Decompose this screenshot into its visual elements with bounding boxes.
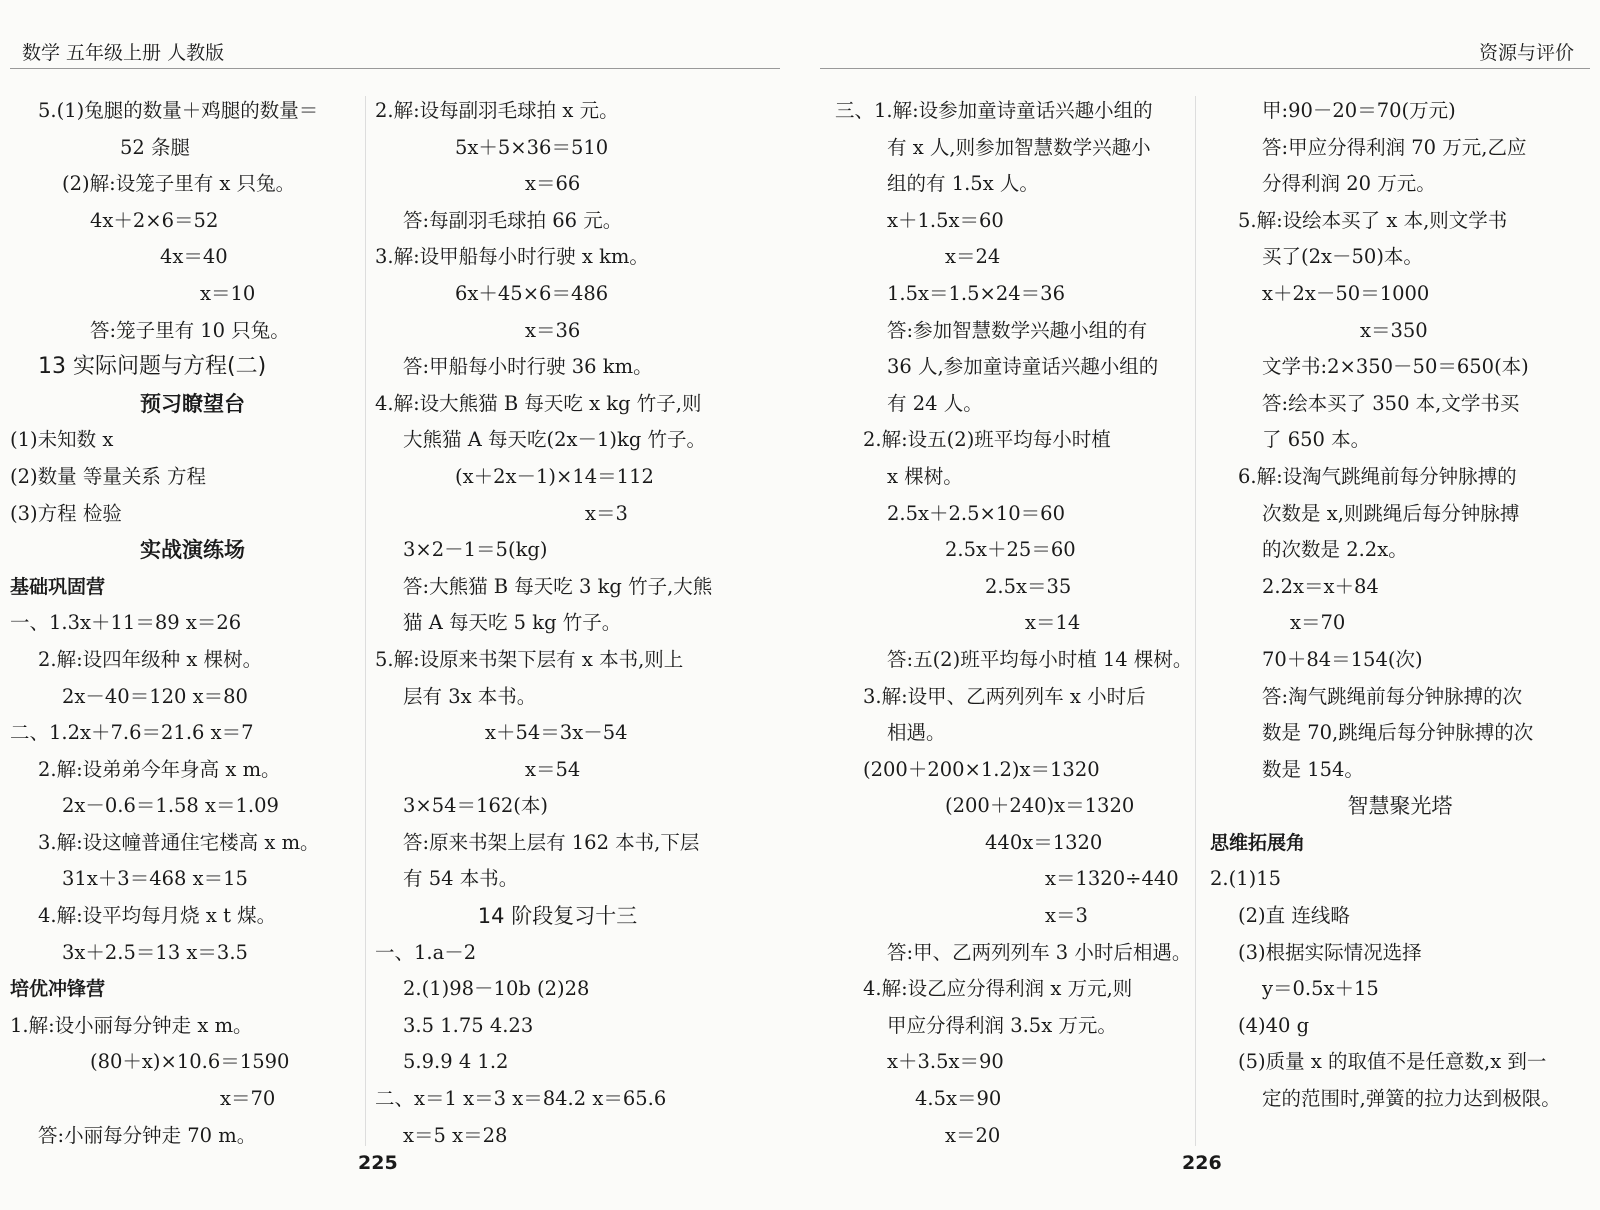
answer-line: 组的有 1.5x 人。 (887, 172, 1039, 196)
answer-line: 分得利润 20 万元。 (1262, 172, 1436, 196)
equation-line: 2x－0.6＝1.58 x＝1.09 (62, 794, 279, 818)
answer-line: (3)根据实际情况选择 (1238, 940, 1422, 964)
page-number-right: 226 (1182, 1152, 1222, 1174)
answer-line: 有 24 人。 (887, 391, 983, 415)
equation-line: 2.2x＝x＋84 (1262, 574, 1379, 598)
answer-line: 的次数是 2.2x。 (1262, 538, 1408, 562)
answer-line: 定的范围时,弹簧的拉力达到极限。 (1262, 1087, 1561, 1111)
sub-heading: 培优冲锋营 (10, 978, 106, 1001)
section-heading: 预习瞭望台 (140, 391, 245, 416)
equation-line: 4x＋2×6＝52 (90, 208, 219, 232)
answer-line: 二、1.2x＋7.6＝21.6 x＝7 (10, 721, 254, 745)
answer-line: 2.解:设四年级种 x 棵树。 (38, 647, 263, 671)
answer-line: 三、1.解:设参加童诗童话兴趣小组的 (835, 99, 1153, 122)
equation-line: (200＋240)x＝1320 (945, 794, 1135, 818)
equation-line: 2.5x＝35 (985, 574, 1072, 598)
equation-line: (x＋2x－1)×14＝112 (455, 464, 654, 488)
answer-line: 3.解:设这幢普通住宅楼高 x m。 (38, 830, 320, 854)
answer-line: 答:原来书架上层有 162 本书,下层 (403, 830, 700, 854)
equation-line: x＝70 (1290, 611, 1346, 635)
equation-line: 2.5x＋2.5×10＝60 (887, 501, 1065, 525)
answer-line: 数是 70,跳绳后每分钟脉搏的次 (1262, 721, 1534, 745)
answer-line: 1.解:设小丽每分钟走 x m。 (10, 1013, 253, 1037)
answer-line: (2)直 连线略 (1238, 904, 1350, 928)
equation-line: x＝24 (945, 245, 1001, 269)
equation-line: x＝54 (525, 757, 581, 781)
answer-line: 有 54 本书。 (403, 867, 519, 891)
equation-line: x＝3 (585, 501, 628, 525)
equation-line: x＝36 (525, 318, 581, 342)
answer-line: 一、1.a－2 (375, 940, 477, 964)
answer-line: 6.解:设淘气跳绳前每分钟脉搏的 (1238, 464, 1517, 488)
answer-line: (3)方程 检验 (10, 501, 122, 525)
answer-line: 有 x 人,则参加智慧数学兴趣小 (887, 135, 1151, 159)
header-left: 数学 五年级上册 人教版 (22, 42, 225, 64)
answer-line: x＝5 x＝28 (403, 1123, 508, 1147)
header-rule-right (820, 68, 1590, 69)
equation-line: 6x＋45×6＝486 (455, 281, 609, 305)
column-4 (1210, 93, 1590, 1118)
answer-line: 次数是 x,则跳绳后每分钟脉搏 (1262, 501, 1520, 525)
answer-line: 4.解:设乙应分得利润 x 万元,则 (863, 977, 1133, 1001)
answer-line: 2.解:设五(2)班平均每小时植 (863, 428, 1111, 452)
answer-line: 甲应分得利润 3.5x 万元。 (887, 1013, 1117, 1037)
page-number-left: 225 (358, 1152, 398, 1174)
answer-line: 答:每副羽毛球拍 66 元。 (403, 208, 623, 232)
answer-line: 答:五(2)班平均每小时植 14 棵树。 (887, 647, 1193, 671)
answer-line: (2)数量 等量关系 方程 (10, 464, 207, 488)
section-title: 13 实际问题与方程(二) (38, 354, 267, 380)
answer-line: 答:淘气跳绳前每分钟脉搏的次 (1262, 684, 1523, 708)
answer-line: 答:甲、乙两列列车 3 小时后相遇。 (887, 940, 1192, 964)
answer-line: 答:笼子里有 10 只兔。 (90, 318, 290, 342)
answer-line: 猫 A 每天吃 5 kg 竹子。 (403, 611, 622, 635)
answer-line: 答:绘本买了 350 本,文学书买 (1262, 391, 1520, 415)
equation-line: 2x－40＝120 x＝80 (62, 684, 248, 708)
answer-line: 2.解:设弟弟今年身高 x m。 (38, 757, 281, 781)
equation-line: y＝0.5x＋15 (1262, 977, 1379, 1001)
equation-line: 440x＝1320 (985, 830, 1103, 854)
answer-line: 了 650 本。 (1262, 428, 1371, 452)
equation-line: x＋1.5x＝60 (887, 208, 1004, 232)
answer-line: (1)未知数 x (10, 428, 114, 452)
equation-line: x＝70 (220, 1087, 276, 1111)
answer-line: (5)质量 x 的取值不是任意数,x 到一 (1238, 1050, 1547, 1074)
answer-line: 3.5 1.75 4.23 (403, 1013, 534, 1037)
equation-line: 甲:90－20＝70(万元) (1262, 99, 1456, 122)
equation-line: x＝10 (200, 281, 256, 305)
equation-line: 3x＋2.5＝13 x＝3.5 (62, 940, 248, 964)
equation-line: x＝20 (945, 1123, 1001, 1147)
equation-line: x＋2x－50＝1000 (1262, 281, 1430, 305)
answer-line: 答:小丽每分钟走 70 m。 (38, 1123, 257, 1147)
equation-line: 70＋84＝154(次) (1262, 647, 1423, 671)
header-rule-left (10, 68, 780, 69)
answer-line: (4)40 g (1238, 1013, 1310, 1037)
answer-line: 4.解:设平均每月烧 x t 煤。 (38, 904, 277, 928)
equation-line: 4.5x＝90 (915, 1087, 1002, 1111)
answer-line: 2.解:设每副羽毛球拍 x 元。 (375, 99, 619, 122)
equation-line: (80＋x)×10.6＝1590 (90, 1050, 290, 1074)
answer-line: 数是 154。 (1262, 757, 1364, 781)
header-right: 资源与评价 (1478, 42, 1574, 64)
column-2 (375, 93, 740, 1154)
answer-line: 答:参加智慧数学兴趣小组的有 (887, 318, 1148, 342)
equation-line: 2.5x＋25＝60 (945, 538, 1076, 562)
equation-line: 3×2－1＝5(kg) (403, 538, 548, 562)
answer-line: 层有 3x 本书。 (403, 684, 537, 708)
equation-line: 5x＋5×36＝510 (455, 135, 609, 159)
answer-line: 一、1.3x＋11＝89 x＝26 (10, 611, 242, 635)
answer-line: 买了(2x－50)本。 (1262, 245, 1423, 269)
answer-line: 二、x＝1 x＝3 x＝84.2 x＝65.6 (375, 1087, 667, 1111)
section-heading: 实战演练场 (140, 538, 245, 563)
equation-line: 31x＋3＝468 x＝15 (62, 867, 248, 891)
answer-line: 答:甲应分得利润 70 万元,乙应 (1262, 135, 1527, 159)
answer-line: 52 条腿 (120, 135, 191, 159)
answer-line: 大熊猫 A 每天吃(2x－1)kg 竹子。 (403, 428, 707, 452)
equation-line: x＋3.5x＝90 (887, 1050, 1004, 1074)
sub-heading: 基础巩固营 (10, 575, 106, 598)
answer-line: 3.解:设甲、乙两列列车 x 小时后 (863, 684, 1146, 708)
equation-line: 文学书:2×350－50＝650(本) (1262, 355, 1529, 379)
equation-line: x＝3 (1045, 904, 1088, 928)
equation-line: x＝1320÷440 (1045, 867, 1179, 891)
answer-line: 5.解:设绘本买了 x 本,则文学书 (1238, 208, 1508, 232)
section-heading: 智慧聚光塔 (1347, 794, 1453, 819)
answer-line: 2.(1)15 (1210, 867, 1282, 891)
answer-line: 5.解:设原来书架下层有 x 本书,则上 (375, 647, 684, 671)
equation-line: 3×54＝162(本) (403, 794, 548, 818)
column-1 (10, 93, 375, 1154)
equation-line: (200＋200×1.2)x＝1320 (863, 757, 1100, 781)
answer-line: 答:甲船每小时行驶 36 km。 (403, 355, 653, 379)
equation-line: x＋54＝3x－54 (485, 721, 628, 745)
answer-line: 5.(1)兔腿的数量＋鸡腿的数量＝ (38, 99, 319, 122)
answer-line: 3.解:设甲船每小时行驶 x km。 (375, 245, 649, 269)
answer-line: 5.9.9 4 1.2 (403, 1050, 509, 1074)
equation-line: x＝14 (1025, 611, 1081, 635)
answer-line: 2.(1)98－10b (2)28 (403, 977, 590, 1001)
column-3 (835, 93, 1200, 1154)
equation-line: x＝350 (1360, 318, 1428, 342)
sub-heading: 思维拓展角 (1210, 831, 1306, 854)
equation-line: x＝66 (525, 172, 581, 196)
equation-line: 4x＝40 (160, 245, 228, 269)
answer-line: 答:大熊猫 B 每天吃 3 kg 竹子,大熊 (403, 574, 713, 598)
equation-line: 1.5x＝1.5×24＝36 (887, 281, 1065, 305)
answer-line: 4.解:设大熊猫 B 每天吃 x kg 竹子,则 (375, 391, 702, 415)
section-title: 14 阶段复习十三 (477, 904, 638, 929)
answer-line: (2)解:设笼子里有 x 只兔。 (62, 172, 296, 196)
answer-line: 相遇。 (887, 721, 946, 745)
answer-line: x 棵树。 (887, 464, 963, 488)
answer-line: 36 人,参加童诗童话兴趣小组的 (887, 355, 1159, 379)
